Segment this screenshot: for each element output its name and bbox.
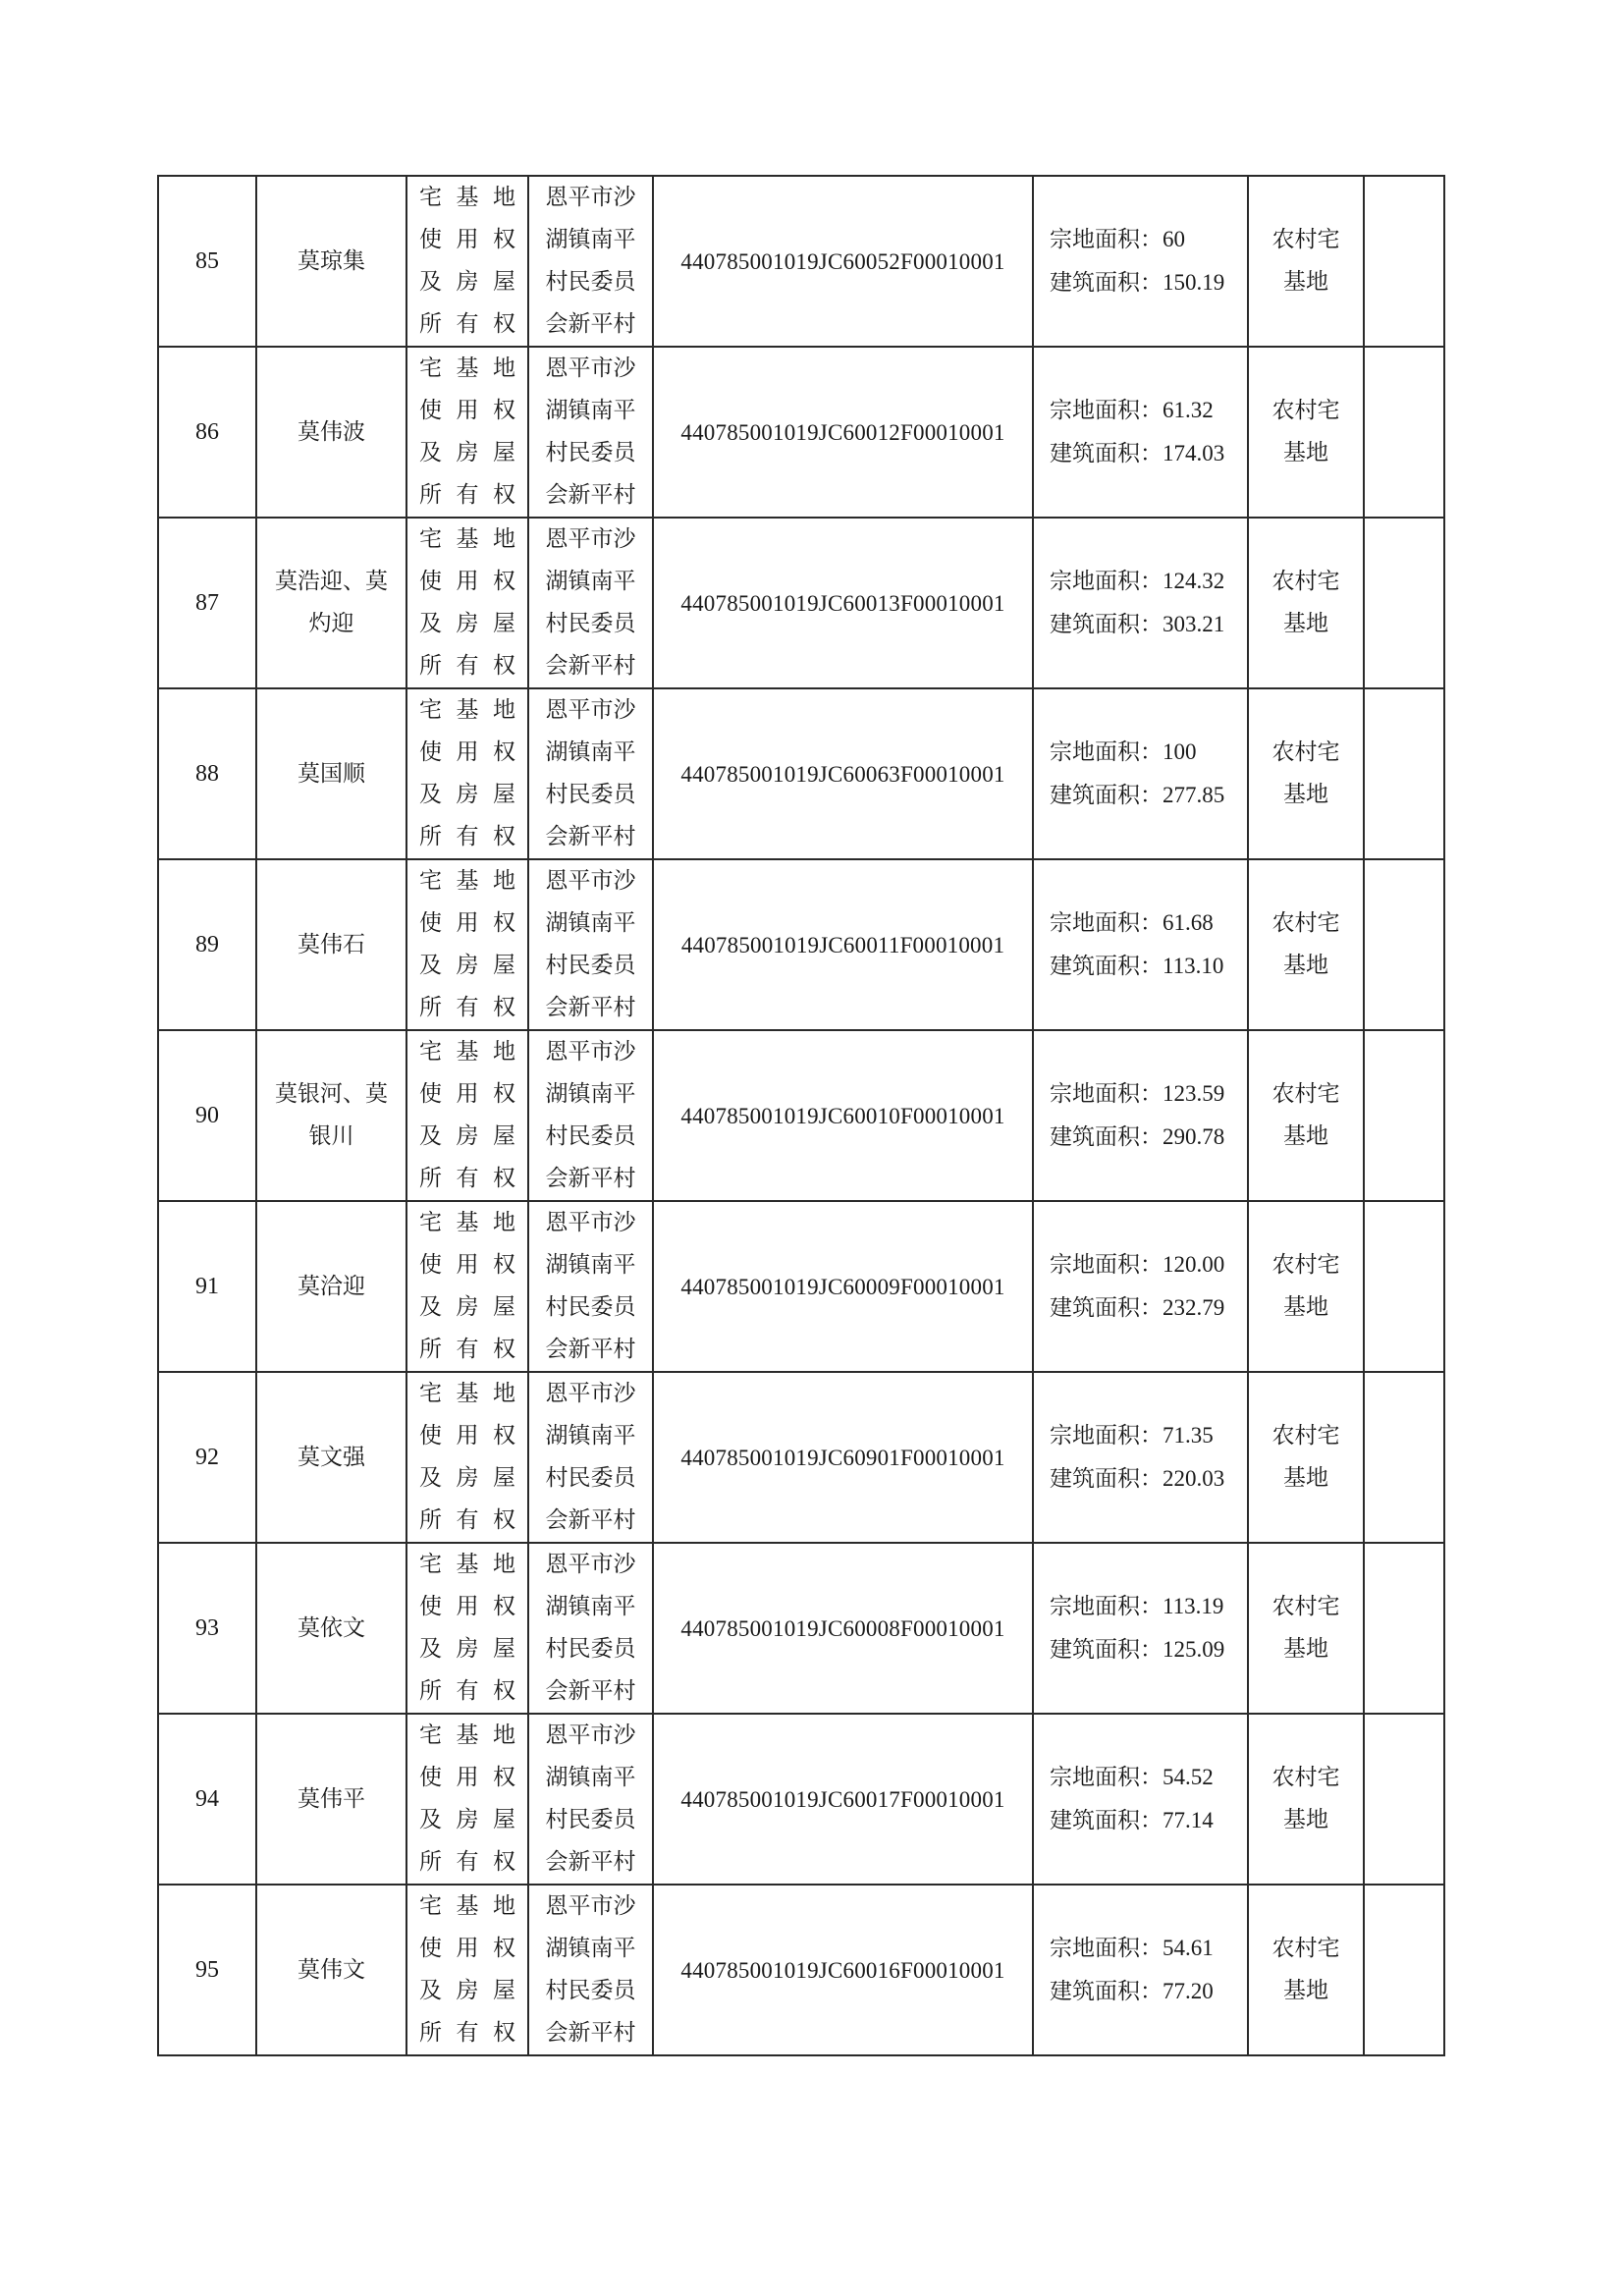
- right-type-line: 所有权: [419, 311, 515, 337]
- location-line: 会新平村: [545, 1337, 636, 1362]
- location-line: 湖镇南平: [545, 569, 636, 594]
- table-row: [158, 347, 1444, 518]
- building-area-value: 125.09: [1163, 1637, 1225, 1662]
- land-area-value: 113.19: [1163, 1594, 1224, 1618]
- location-line: 会新平村: [545, 824, 636, 849]
- building-area-line: [1050, 1286, 1247, 1330]
- remark-cell: [1364, 1201, 1444, 1372]
- right-type-cell: [406, 1030, 528, 1201]
- area-cell: [1033, 176, 1248, 347]
- right-type-line: 使用权: [419, 910, 515, 936]
- owner-name: 莫伟波: [256, 347, 406, 518]
- location-line: 湖镇南平: [545, 398, 636, 423]
- building-area-line: [1050, 1457, 1247, 1501]
- row-number: 87: [158, 518, 256, 688]
- remark-cell: [1364, 176, 1444, 347]
- land-area-line: [1050, 1243, 1247, 1286]
- owner-name: 莫依文: [256, 1543, 406, 1714]
- land-area-line: [1050, 1414, 1247, 1457]
- land-area-line: [1050, 1585, 1247, 1628]
- right-type-line: 使用权: [419, 1252, 515, 1278]
- usage-line: 基地: [1283, 782, 1328, 807]
- right-type-line: 及房屋: [419, 1978, 515, 2003]
- building-area-line: [1050, 945, 1247, 988]
- usage-line: 农村宅: [1271, 1252, 1340, 1278]
- usage-cell: [1248, 1372, 1364, 1543]
- land-area-value: 54.61: [1163, 1936, 1214, 1960]
- owner-name: 莫国顺: [256, 688, 406, 859]
- location-cell: [528, 176, 653, 347]
- right-type-line: 宅基地: [419, 185, 515, 210]
- location-line: 湖镇南平: [545, 1081, 636, 1107]
- land-area-line: [1050, 1072, 1247, 1116]
- location-cell: [528, 1543, 653, 1714]
- land-area-value: 61.32: [1163, 398, 1214, 422]
- building-area-value: 113.10: [1163, 954, 1224, 978]
- usage-line: 基地: [1283, 953, 1328, 978]
- registry-table: [157, 175, 1445, 2056]
- right-type-cell: [406, 1372, 528, 1543]
- right-type-line: 宅基地: [419, 1210, 515, 1235]
- right-type-line: 使用权: [419, 1936, 515, 1961]
- right-type-line: 所有权: [419, 653, 515, 679]
- building-area-label: 建筑面积：: [1050, 783, 1163, 808]
- location-line: 村民委员: [545, 953, 636, 978]
- land-area-label: 宗地面积：: [1050, 1936, 1163, 1961]
- right-type-line: 使用权: [419, 1765, 515, 1790]
- right-type-line: 宅基地: [419, 526, 515, 552]
- building-area-label: 建筑面积：: [1050, 441, 1163, 466]
- table-row: [158, 859, 1444, 1030]
- land-area-value: 61.68: [1163, 910, 1214, 935]
- table-row: [158, 176, 1444, 347]
- owner-name: 莫伟石: [256, 859, 406, 1030]
- location-line: 恩平市沙: [545, 697, 636, 723]
- building-area-line: [1050, 1799, 1247, 1842]
- building-area-line: [1050, 1628, 1247, 1671]
- right-type-line: 及房屋: [419, 1465, 515, 1491]
- right-type-line: 使用权: [419, 227, 515, 252]
- land-area-label: 宗地面积：: [1050, 1081, 1163, 1107]
- right-type-line: 所有权: [419, 1678, 515, 1704]
- building-area-value: 77.20: [1163, 1979, 1214, 2003]
- remark-cell: [1364, 1885, 1444, 2055]
- right-type-line: 宅基地: [419, 1552, 515, 1577]
- area-cell: [1033, 518, 1248, 688]
- location-line: 村民委员: [545, 1978, 636, 2003]
- usage-cell: [1248, 688, 1364, 859]
- right-type-line: 及房屋: [419, 269, 515, 295]
- right-type-cell: [406, 176, 528, 347]
- usage-line: 农村宅: [1271, 739, 1340, 765]
- usage-line: 农村宅: [1271, 398, 1340, 423]
- right-type-cell: [406, 518, 528, 688]
- land-area-label: 宗地面积：: [1050, 398, 1163, 423]
- location-cell: [528, 347, 653, 518]
- location-line: 会新平村: [545, 653, 636, 679]
- usage-line: 基地: [1283, 611, 1328, 636]
- land-area-value: 124.32: [1163, 569, 1225, 593]
- right-type-line: 所有权: [419, 482, 515, 508]
- land-area-value: 123.59: [1163, 1081, 1225, 1106]
- usage-line: 基地: [1283, 1807, 1328, 1832]
- location-line: 湖镇南平: [545, 1936, 636, 1961]
- usage-line: 农村宅: [1271, 569, 1340, 594]
- location-cell: [528, 859, 653, 1030]
- usage-line: 基地: [1283, 269, 1328, 295]
- remark-cell: [1364, 347, 1444, 518]
- location-cell: [528, 1885, 653, 2055]
- location-line: 恩平市沙: [545, 1893, 636, 1919]
- building-area-value: 150.19: [1163, 270, 1225, 295]
- location-line: 恩平市沙: [545, 185, 636, 210]
- right-type-line: 及房屋: [419, 611, 515, 636]
- right-type-line: 宅基地: [419, 1893, 515, 1919]
- remark-cell: [1364, 1714, 1444, 1885]
- location-line: 会新平村: [545, 1678, 636, 1704]
- building-area-label: 建筑面积：: [1050, 1124, 1163, 1150]
- location-line: 湖镇南平: [545, 1423, 636, 1449]
- location-cell: [528, 1030, 653, 1201]
- area-cell: [1033, 1885, 1248, 2055]
- location-line: 湖镇南平: [545, 1765, 636, 1790]
- row-number: 90: [158, 1030, 256, 1201]
- right-type-cell: [406, 347, 528, 518]
- location-line: 恩平市沙: [545, 526, 636, 552]
- location-line: 会新平村: [545, 1507, 636, 1533]
- right-type-line: 使用权: [419, 398, 515, 423]
- location-line: 湖镇南平: [545, 227, 636, 252]
- area-cell: [1033, 1543, 1248, 1714]
- unit-code: 440785001019JC60008F00010001: [653, 1543, 1033, 1714]
- owner-name: 莫洽迎: [256, 1201, 406, 1372]
- right-type-line: 宅基地: [419, 1381, 515, 1406]
- location-line: 恩平市沙: [545, 868, 636, 894]
- table-row: [158, 1543, 1444, 1714]
- remark-cell: [1364, 1543, 1444, 1714]
- location-line: 会新平村: [545, 482, 636, 508]
- building-area-line: [1050, 1116, 1247, 1159]
- usage-line: 基地: [1283, 1123, 1328, 1149]
- right-type-line: 宅基地: [419, 697, 515, 723]
- unit-code: 440785001019JC60901F00010001: [653, 1372, 1033, 1543]
- right-type-line: 使用权: [419, 1081, 515, 1107]
- right-type-line: 使用权: [419, 569, 515, 594]
- location-cell: [528, 518, 653, 688]
- building-area-value: 174.03: [1163, 441, 1225, 465]
- building-area-value: 277.85: [1163, 783, 1225, 807]
- usage-cell: [1248, 1543, 1364, 1714]
- usage-line: 基地: [1283, 1294, 1328, 1320]
- right-type-line: 及房屋: [419, 782, 515, 807]
- remark-cell: [1364, 518, 1444, 688]
- land-area-label: 宗地面积：: [1050, 1252, 1163, 1278]
- location-line: 恩平市沙: [545, 1210, 636, 1235]
- building-area-label: 建筑面积：: [1050, 1637, 1163, 1663]
- building-area-value: 232.79: [1163, 1295, 1225, 1320]
- row-number: 94: [158, 1714, 256, 1885]
- usage-line: 农村宅: [1271, 1594, 1340, 1619]
- building-area-label: 建筑面积：: [1050, 1808, 1163, 1833]
- location-line: 湖镇南平: [545, 910, 636, 936]
- location-line: 湖镇南平: [545, 739, 636, 765]
- unit-code: 440785001019JC60063F00010001: [653, 688, 1033, 859]
- usage-line: 农村宅: [1271, 910, 1340, 936]
- owner-name: 莫文强: [256, 1372, 406, 1543]
- land-area-value: 54.52: [1163, 1765, 1214, 1789]
- right-type-line: 所有权: [419, 1337, 515, 1362]
- building-area-line: [1050, 432, 1247, 475]
- owner-name: 莫琼集: [256, 176, 406, 347]
- land-area-label: 宗地面积：: [1050, 910, 1163, 936]
- usage-cell: [1248, 859, 1364, 1030]
- right-type-line: 使用权: [419, 739, 515, 765]
- owner-name: 莫浩迎、莫灼迎: [256, 518, 406, 688]
- unit-code: 440785001019JC60011F00010001: [653, 859, 1033, 1030]
- right-type-line: 所有权: [419, 824, 515, 849]
- building-area-label: 建筑面积：: [1050, 1295, 1163, 1321]
- row-number: 93: [158, 1543, 256, 1714]
- unit-code: 440785001019JC60052F00010001: [653, 176, 1033, 347]
- land-area-label: 宗地面积：: [1050, 739, 1163, 765]
- location-line: 村民委员: [545, 269, 636, 295]
- location-line: 村民委员: [545, 1294, 636, 1320]
- land-area-label: 宗地面积：: [1050, 227, 1163, 252]
- land-area-line: [1050, 389, 1247, 432]
- land-area-line: [1050, 218, 1247, 261]
- building-area-line: [1050, 1970, 1247, 2013]
- location-line: 村民委员: [545, 1123, 636, 1149]
- right-type-cell: [406, 688, 528, 859]
- right-type-line: 所有权: [419, 995, 515, 1020]
- land-area-label: 宗地面积：: [1050, 569, 1163, 594]
- usage-cell: [1248, 1030, 1364, 1201]
- location-line: 村民委员: [545, 440, 636, 465]
- row-number: 89: [158, 859, 256, 1030]
- unit-code: 440785001019JC60017F00010001: [653, 1714, 1033, 1885]
- building-area-value: 77.14: [1163, 1808, 1214, 1832]
- row-number: 91: [158, 1201, 256, 1372]
- location-line: 湖镇南平: [545, 1252, 636, 1278]
- right-type-line: 使用权: [419, 1423, 515, 1449]
- row-number: 95: [158, 1885, 256, 2055]
- area-cell: [1033, 688, 1248, 859]
- usage-line: 基地: [1283, 1465, 1328, 1491]
- right-type-line: 及房屋: [419, 1294, 515, 1320]
- usage-line: 基地: [1283, 440, 1328, 465]
- location-line: 村民委员: [545, 1636, 636, 1662]
- land-area-value: 100: [1163, 739, 1197, 764]
- location-cell: [528, 688, 653, 859]
- building-area-value: 290.78: [1163, 1124, 1225, 1149]
- row-number: 85: [158, 176, 256, 347]
- usage-cell: [1248, 347, 1364, 518]
- usage-line: 农村宅: [1271, 1423, 1340, 1449]
- right-type-line: 及房屋: [419, 953, 515, 978]
- unit-code: 440785001019JC60013F00010001: [653, 518, 1033, 688]
- remark-cell: [1364, 859, 1444, 1030]
- unit-code: 440785001019JC60012F00010001: [653, 347, 1033, 518]
- location-line: 恩平市沙: [545, 1039, 636, 1065]
- table-body: [158, 176, 1444, 2055]
- table-row: [158, 1714, 1444, 1885]
- unit-code: 440785001019JC60009F00010001: [653, 1201, 1033, 1372]
- location-line: 会新平村: [545, 1849, 636, 1875]
- right-type-line: 及房屋: [419, 1636, 515, 1662]
- right-type-cell: [406, 859, 528, 1030]
- usage-line: 农村宅: [1271, 1765, 1340, 1790]
- usage-line: 基地: [1283, 1978, 1328, 2003]
- area-cell: [1033, 1372, 1248, 1543]
- location-cell: [528, 1201, 653, 1372]
- land-area-line: [1050, 1927, 1247, 1970]
- area-cell: [1033, 347, 1248, 518]
- usage-cell: [1248, 1714, 1364, 1885]
- table-row: [158, 518, 1444, 688]
- land-area-label: 宗地面积：: [1050, 1765, 1163, 1790]
- location-line: 恩平市沙: [545, 1552, 636, 1577]
- location-line: 恩平市沙: [545, 355, 636, 381]
- unit-code: 440785001019JC60016F00010001: [653, 1885, 1033, 2055]
- right-type-cell: [406, 1201, 528, 1372]
- location-line: 恩平市沙: [545, 1722, 636, 1748]
- row-number: 86: [158, 347, 256, 518]
- table-row: [158, 1885, 1444, 2055]
- table-row: [158, 688, 1444, 859]
- location-cell: [528, 1714, 653, 1885]
- usage-line: 农村宅: [1271, 1936, 1340, 1961]
- building-area-label: 建筑面积：: [1050, 270, 1163, 296]
- building-area-line: [1050, 603, 1247, 646]
- table-row: [158, 1201, 1444, 1372]
- area-cell: [1033, 1030, 1248, 1201]
- land-area-line: [1050, 902, 1247, 945]
- right-type-line: 宅基地: [419, 868, 515, 894]
- location-line: 会新平村: [545, 995, 636, 1020]
- location-cell: [528, 1372, 653, 1543]
- location-line: 村民委员: [545, 782, 636, 807]
- right-type-line: 及房屋: [419, 1807, 515, 1832]
- remark-cell: [1364, 688, 1444, 859]
- land-area-label: 宗地面积：: [1050, 1594, 1163, 1619]
- building-area-line: [1050, 774, 1247, 817]
- usage-cell: [1248, 518, 1364, 688]
- land-area-value: 71.35: [1163, 1423, 1214, 1448]
- location-line: 会新平村: [545, 1166, 636, 1191]
- unit-code: 440785001019JC60010F00010001: [653, 1030, 1033, 1201]
- right-type-line: 所有权: [419, 1507, 515, 1533]
- right-type-line: 及房屋: [419, 440, 515, 465]
- usage-line: 基地: [1283, 1636, 1328, 1662]
- area-cell: [1033, 859, 1248, 1030]
- table-row: [158, 1372, 1444, 1543]
- location-line: 湖镇南平: [545, 1594, 636, 1619]
- building-area-value: 303.21: [1163, 612, 1225, 636]
- right-type-line: 及房屋: [419, 1123, 515, 1149]
- right-type-line: 使用权: [419, 1594, 515, 1619]
- location-line: 会新平村: [545, 2020, 636, 2046]
- right-type-line: 所有权: [419, 1166, 515, 1191]
- right-type-cell: [406, 1714, 528, 1885]
- usage-cell: [1248, 176, 1364, 347]
- location-line: 村民委员: [545, 611, 636, 636]
- land-area-value: 120.00: [1163, 1252, 1225, 1277]
- area-cell: [1033, 1714, 1248, 1885]
- usage-cell: [1248, 1885, 1364, 2055]
- right-type-line: 宅基地: [419, 355, 515, 381]
- land-area-line: [1050, 731, 1247, 774]
- owner-name: 莫伟平: [256, 1714, 406, 1885]
- location-line: 恩平市沙: [545, 1381, 636, 1406]
- location-line: 村民委员: [545, 1807, 636, 1832]
- remark-cell: [1364, 1030, 1444, 1201]
- remark-cell: [1364, 1372, 1444, 1543]
- right-type-cell: [406, 1885, 528, 2055]
- building-area-line: [1050, 261, 1247, 304]
- right-type-cell: [406, 1543, 528, 1714]
- building-area-value: 220.03: [1163, 1466, 1225, 1491]
- building-area-label: 建筑面积：: [1050, 954, 1163, 979]
- right-type-line: 宅基地: [419, 1039, 515, 1065]
- building-area-label: 建筑面积：: [1050, 612, 1163, 637]
- land-area-line: [1050, 560, 1247, 603]
- location-line: 会新平村: [545, 311, 636, 337]
- usage-line: 农村宅: [1271, 1081, 1340, 1107]
- table-row: [158, 1030, 1444, 1201]
- land-area-line: [1050, 1756, 1247, 1799]
- row-number: 92: [158, 1372, 256, 1543]
- row-number: 88: [158, 688, 256, 859]
- land-area-label: 宗地面积：: [1050, 1423, 1163, 1449]
- right-type-line: 所有权: [419, 1849, 515, 1875]
- right-type-line: 宅基地: [419, 1722, 515, 1748]
- right-type-line: 所有权: [419, 2020, 515, 2046]
- location-line: 村民委员: [545, 1465, 636, 1491]
- owner-name: 莫银河、莫银川: [256, 1030, 406, 1201]
- usage-line: 农村宅: [1271, 227, 1340, 252]
- area-cell: [1033, 1201, 1248, 1372]
- building-area-label: 建筑面积：: [1050, 1466, 1163, 1492]
- building-area-label: 建筑面积：: [1050, 1979, 1163, 2004]
- usage-cell: [1248, 1201, 1364, 1372]
- land-area-value: 60: [1163, 227, 1185, 251]
- owner-name: 莫伟文: [256, 1885, 406, 2055]
